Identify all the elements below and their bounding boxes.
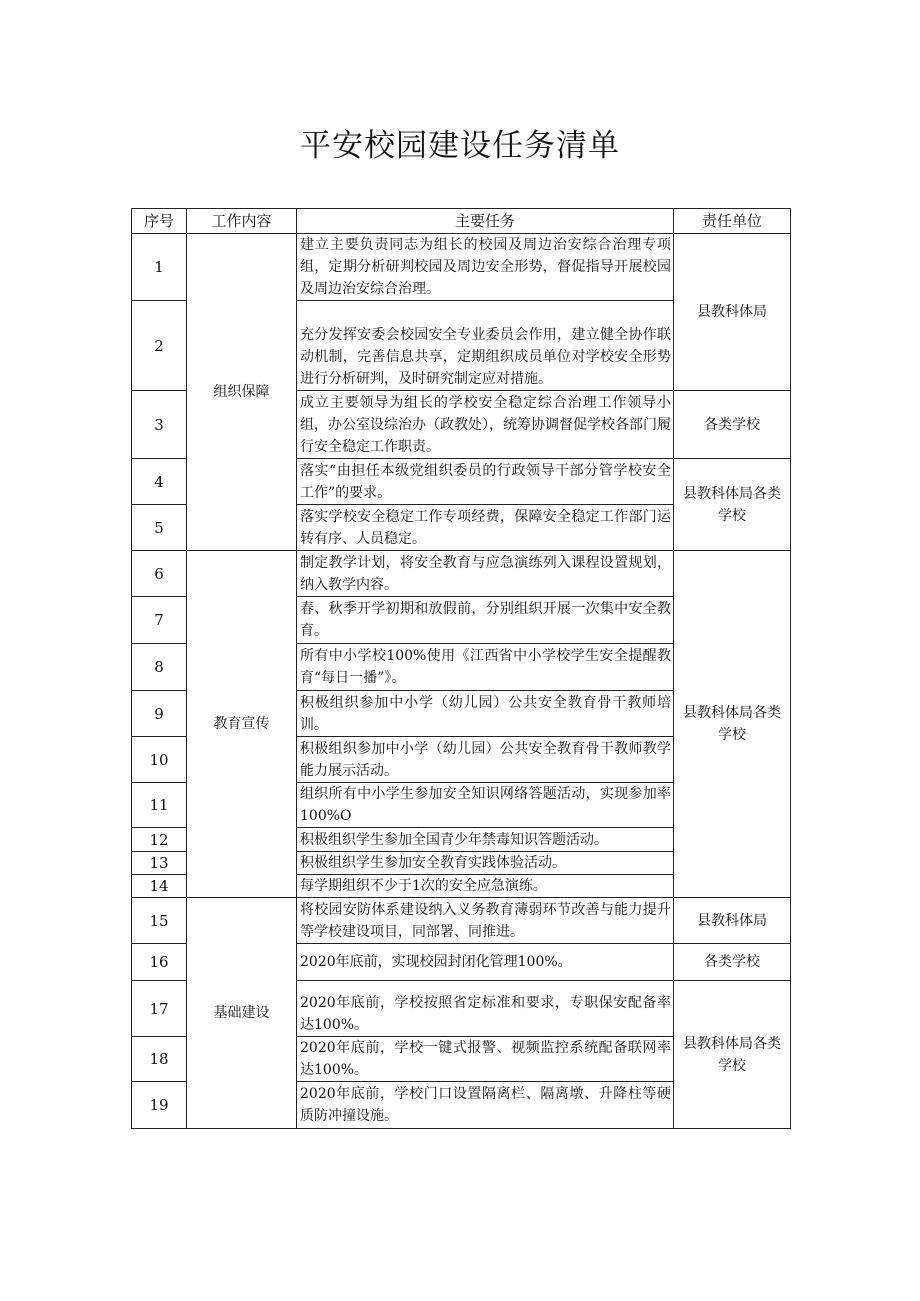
unit-cell: 县教科体局 (674, 234, 791, 391)
row-number: 17 (132, 981, 187, 1037)
header-task: 主要任务 (297, 209, 674, 234)
row-number: 3 (132, 391, 187, 459)
task-cell: 成立主要领导为组长的学校安全稳定综合治理工作领导小组，办公室设综治办（政教处），统筹协调督促学校各部门履行安全稳定工作职责。 (297, 391, 674, 459)
row-number: 6 (132, 551, 187, 597)
task-cell: 积极组织参加中小学（幼儿园）公共安全教育骨干教师教学能力展示活动。 (297, 737, 674, 783)
row-number: 13 (132, 852, 187, 875)
unit-cell: 县教科体局各类学校 (674, 459, 791, 551)
task-cell: 组织所有中小学生参加安全知识网络答题活动，实现参加率100%O (297, 783, 674, 828)
unit-cell: 县教科体局各类学校 (674, 981, 791, 1129)
page-title: 平安校园建设任务清单 (300, 128, 620, 164)
row-number: 7 (132, 597, 187, 644)
task-cell: 每学期组织不少于1次的安全应急演练。 (297, 875, 674, 898)
task-cell: 落实“由担任本级党组织委员的行政领导干部分管学校安全工作”的要求。 (297, 459, 674, 505)
header-no: 序号 (132, 209, 187, 234)
table-header-row (132, 209, 791, 234)
task-cell: 春、秋季开学初期和放假前，分别组织开展一次集中安全教育。 (297, 597, 674, 644)
unit-cell: 县教科体局 (674, 898, 791, 944)
category-cell: 基础建设 (187, 898, 297, 1129)
task-cell: 2020年底前，学校按照省定标准和要求，专职保安配备率达100%。 (297, 981, 674, 1037)
category-cell: 教育宣传 (187, 551, 297, 898)
row-number: 9 (132, 691, 187, 737)
row-number: 16 (132, 944, 187, 981)
task-cell: 充分发挥安委会校园安全专业委员会作用，建立健全协作联动机制，完善信息共享，定期组织成员单位对学校安全形势进行分析研判，及时研究制定应对措施。 (297, 301, 674, 391)
row-number: 14 (132, 875, 187, 898)
row-number: 4 (132, 459, 187, 505)
task-table (131, 208, 791, 1129)
task-cell: 2020年底前，学校一键式报警、视频监控系统配备联网率达100%。 (297, 1037, 674, 1082)
row-number: 18 (132, 1037, 187, 1082)
task-cell: 积极组织学生参加全国青少年禁毒知识答题活动。 (297, 828, 674, 852)
category-cell: 组织保障 (187, 234, 297, 551)
task-cell: 落实学校安全稳定工作专项经费，保障安全稳定工作部门运转有序、人员稳定。 (297, 505, 674, 551)
task-cell: 将校园安防体系建设纳入义务教育薄弱环节改善与能力提升等学校建设项目，同部署、同推进。 (297, 898, 674, 944)
unit-cell: 县教科体局各类学校 (674, 551, 791, 898)
task-cell: 2020年底前，学校门口设置隔离栏、隔离墩、升降柱等硬质防冲撞设施。 (297, 1082, 674, 1129)
task-cell: 积极组织参加中小学（幼儿园）公共安全教育骨干教师培训。 (297, 691, 674, 737)
unit-cell: 各类学校 (674, 944, 791, 981)
row-number: 2 (132, 301, 187, 391)
row-number: 12 (132, 828, 187, 852)
row-number: 10 (132, 737, 187, 783)
row-number: 15 (132, 898, 187, 944)
row-number: 5 (132, 505, 187, 551)
header-content: 工作内容 (187, 209, 297, 234)
task-cell: 建立主要负责同志为组长的校园及周边治安综合治理专项组，定期分析研判校园及周边安全形势，督促指导开展校园及周边治安综合治理。 (297, 234, 674, 301)
header-unit: 责任单位 (674, 209, 791, 234)
row-number: 8 (132, 644, 187, 691)
unit-cell: 各类学校 (674, 391, 791, 459)
task-cell: 制定教学计划，将安全教育与应急演练列入课程设置规划，纳入教学内容。 (297, 551, 674, 597)
row-number: 1 (132, 234, 187, 301)
table-row (132, 551, 791, 597)
row-number: 19 (132, 1082, 187, 1129)
task-cell: 2020年底前，实现校园封闭化管理100%。 (297, 944, 674, 981)
task-cell: 积极组织学生参加安全教育实践体验活动。 (297, 852, 674, 875)
table-row (132, 234, 791, 301)
task-cell: 所有中小学校100%使用《江西省中小学校学生安全提醒教育“每日一播”》。 (297, 644, 674, 691)
table-row (132, 898, 791, 944)
row-number: 11 (132, 783, 187, 828)
